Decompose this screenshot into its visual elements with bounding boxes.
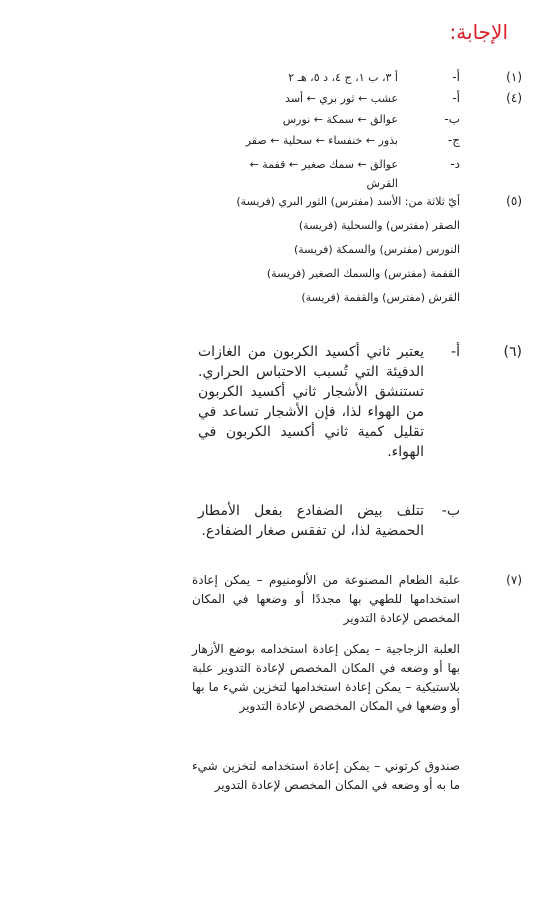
question-6-b-label: ب- xyxy=(441,503,460,519)
question-4-d-text-continued: القرش xyxy=(366,177,398,190)
question-4-b-label: ب- xyxy=(444,112,460,126)
question-1-label: أ- xyxy=(452,70,460,84)
question-7-paragraph-1: علبة الطعام المصنوعة من الألومنيوم – يمكن إعادة استخدامها للطهي بها مجددًا أو وضعها في المكان المخصص لإعادة التدوير xyxy=(192,573,460,625)
question-4-a-label: أ- xyxy=(452,91,460,105)
question-6-a-label: أ- xyxy=(451,344,460,360)
page-title: الإجابة: xyxy=(449,20,508,44)
question-5-line-4: القرش (مفترس) والقفمة (فريسة) xyxy=(301,291,460,304)
question-4-b-text: عوالق ← سمكة ← نورس xyxy=(282,113,398,126)
question-4-number: (٤) xyxy=(506,91,522,105)
question-5-line-2: النورس (مفترس) والسمكة (فريسة) xyxy=(293,243,460,256)
question-4-c-text: بذور ← خنفساء ← سحلية ← صقر xyxy=(245,134,398,147)
question-4-d-text: عوالق ← سمك صغير ← قفمة ← xyxy=(249,158,398,171)
question-5-line-1: الصقر (مفترس) والسحلية (فريسة) xyxy=(298,219,460,232)
question-6-b-text: تتلف بيض الضفادع بفعل الأمطار الحمضية لذا، لن تفقس صغار الضفادع. xyxy=(198,503,424,539)
question-5-intro: أيّ ثلاثة من: الأسد (مفترس) الثور البري (فريسة) xyxy=(236,195,460,208)
question-5-line-3: القفمة (مفترس) والسمك الصغير (فريسة) xyxy=(266,267,460,280)
question-6-a-text: يعتبر ثاني أكسيد الكربون من الغازات الدفيئة التي تُسبب الاحتباس الحراري. تستنشق الأشجار ثاني أكسيد الكربون من الهواء لذا، فإن الأشجار تساعد في تقليل كمية ثاني أكسيد الكربون في الهواء. xyxy=(198,344,424,460)
question-1-number: (١) xyxy=(506,70,522,84)
question-4-c-label: ج- xyxy=(447,133,460,147)
question-4-d-label: د- xyxy=(450,157,460,171)
question-7-paragraph-2: العلبة الزجاجية – يمكن إعادة استخدامه بوضع الأزهار بها أو وضعه في المكان المخصص لإعادة التدوير علبة بلاستيكية – يمكن إعادة استخدامها لتخزين شيء ما بها أو وضعها في المكان المخصص لإعادة التدوير xyxy=(192,642,460,713)
question-5-number: (٥) xyxy=(506,194,522,208)
question-7-number: (٧) xyxy=(506,573,522,587)
question-6-number: (٦) xyxy=(503,344,522,360)
question-1-answer: أ ٣، ب ١، ج ٤، د ٥، هـ ٢ xyxy=(288,71,398,84)
question-7-paragraph-3: صندوق كرتوني – يمكن إعادة استخدامه لتخزين شيء ما به أو وضعه في المكان المخصص لإعادة التدوير xyxy=(192,759,460,792)
question-4-a-text: عشب ← ثور بري ← أسد xyxy=(285,92,398,105)
